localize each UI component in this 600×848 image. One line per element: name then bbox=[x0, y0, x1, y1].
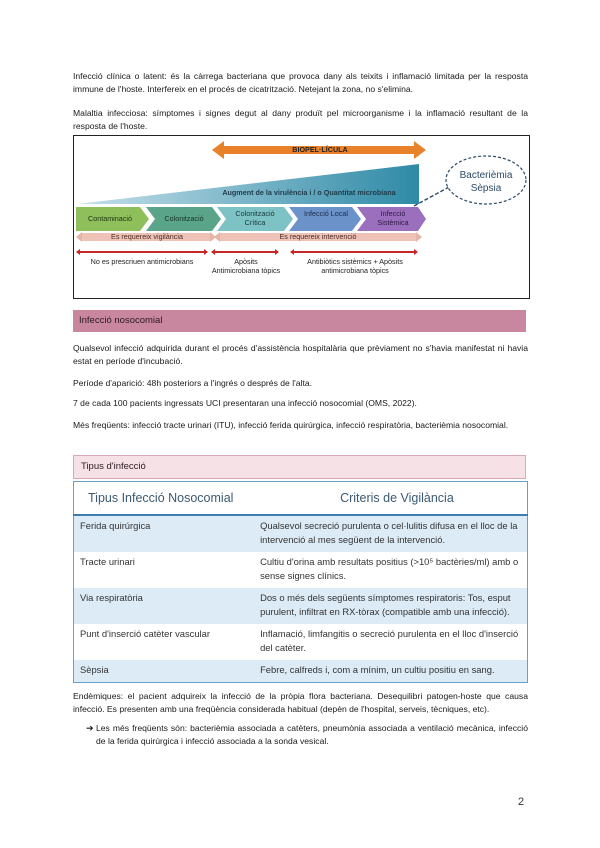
table-row bbox=[74, 624, 528, 660]
augment-label: Augment de la virulència i / o Quantitat microbiana bbox=[222, 188, 396, 197]
bullet-text: Les més freqüents són: bacterièmia associada a catèters, pneumònia associada a ventilació mecànica, infecció de la ferida quirúrgica i infecció associada a la sonda vesical. bbox=[96, 723, 528, 746]
row-type: Ferida quirúrgica bbox=[74, 515, 255, 552]
row-criteria: Dos o més dels següents símptomes respiratoris: Tos, esput purulent, infiltrat en RX-tòrax (compatible amb una infecció). bbox=[254, 588, 527, 624]
intro-paragraph-1: Infecció clínica o latent: és la càrrega bacteriana que provoca dany als teixits i inflamació limitada per la resposta immune de l'hoste. Interfereix en el procés de cicatrització. Netejant la zona, no s'elimina. bbox=[73, 71, 528, 94]
stage-label-contaminacio: Contaminació bbox=[88, 214, 132, 223]
treatment-label-2: Apòsits Antimicrobiana tòpics bbox=[211, 257, 281, 275]
row-type: Punt d'inserció catèter vascular bbox=[80, 628, 210, 639]
treat-arrow-2 bbox=[211, 249, 279, 255]
uci-statistic: 7 de cada 100 pacients ingressats UCI presentaran una infecció nosocomial (OMS, 2022). bbox=[73, 398, 417, 408]
row-criteria: Inflamació, limfangitis o secreció purulenta en el lloc d'inserció del catèter. bbox=[260, 628, 519, 653]
section-header-nosocomial bbox=[73, 310, 526, 332]
bubble-label-1: Bacterièmia bbox=[459, 170, 513, 181]
infection-continuum-diagram bbox=[73, 135, 530, 299]
treat-arrow-3 bbox=[290, 249, 418, 255]
table-header-row bbox=[74, 482, 528, 516]
subsection-title: Tipus d'infecció bbox=[81, 461, 146, 472]
treatment-label-1: No es prescriuen antimicrobians bbox=[90, 257, 194, 266]
arrow-right-icon: ➔ bbox=[86, 723, 94, 733]
subsection-header-tipus bbox=[73, 455, 526, 479]
row-type: Via respiratòria bbox=[74, 588, 255, 624]
row-criteria: Febre, calfreds i, com a mínim, un cultiu positiu en sang. bbox=[254, 660, 527, 683]
row-criteria: Qualsevol secreció purulenta o cel·lulitis difusa en el lloc de la intervenció al mes següent de la intervenció. bbox=[254, 515, 527, 552]
virulence-wedge bbox=[77, 164, 419, 204]
table-row bbox=[74, 588, 528, 624]
table-row bbox=[74, 515, 528, 552]
bullet-item bbox=[86, 722, 528, 747]
table-row bbox=[74, 660, 528, 683]
stage-label-colonitzacio-critica: Colonització Crítica bbox=[235, 209, 275, 227]
treat-arrow-1 bbox=[76, 249, 208, 255]
row-type: Tracte urinari bbox=[80, 556, 135, 567]
most-frequent-infections: Més freqüents: infecció tracte urinari (ITU), infecció ferida quirúrgica, infecció respiratòria, bacterièmia nosocomial. bbox=[73, 420, 509, 430]
stage-label-colonitzacio: Colonització bbox=[164, 214, 204, 223]
page-number: 2 bbox=[518, 796, 525, 808]
infection-types-table bbox=[73, 481, 528, 683]
section-title: Infecció nosocomial bbox=[79, 315, 163, 326]
vigilancia-label: Es requereix vigilància bbox=[111, 232, 183, 241]
intervencio-label: Es requereix intervenció bbox=[279, 232, 357, 241]
column-header-criteria: Criteris de Vigilància bbox=[254, 482, 527, 516]
row-type: Sèpsia bbox=[74, 660, 255, 683]
biopelicula-label: BIOPEL·LÍCULA bbox=[292, 145, 348, 154]
table-row bbox=[74, 552, 528, 588]
aparicio-period: Període d'aparició: 48h posteriors a l'ingrés o després de l'alta. bbox=[73, 378, 313, 388]
row-criteria: Cultiu d'orina amb resultats positius (>10⁵ bactèries/ml) amb o sense signes clínics. bbox=[260, 556, 519, 581]
endemic-paragraph: Endèmiques: el pacient adquireix la infecció de la pròpia flora bacteriana. Desequilibri patogen-hoste que causa infecció. Es presenten amb una freqüència considerada habitual (depèn de l'hospital, serveis, tècniques, etc). bbox=[73, 691, 528, 714]
column-header-type: Tipus Infecció Nosocomial bbox=[74, 482, 255, 516]
treatment-label-3: Antibiòtics sistèmics + Apòsits antimicrobiana tòpics bbox=[307, 257, 403, 275]
intro-paragraph-2: Malaltia infecciosa: símptomes i signes degut al dany produït pel microorganisme i la inflamació resultant de la resposta de l'hoste. bbox=[73, 108, 528, 131]
stage-label-infeccio-local: Infecció Local bbox=[304, 209, 348, 218]
bubble-label-2: Sèpsia bbox=[470, 183, 502, 194]
stage-label-infeccio-sistemica: Infecció Sistèmica bbox=[377, 209, 409, 227]
nosocomial-definition: Qualsevol infecció adquirida durant el procés d'assistència hospitalària que prèviament no s'havia manifestat ni havia estat en període d'incubació. bbox=[73, 343, 528, 366]
